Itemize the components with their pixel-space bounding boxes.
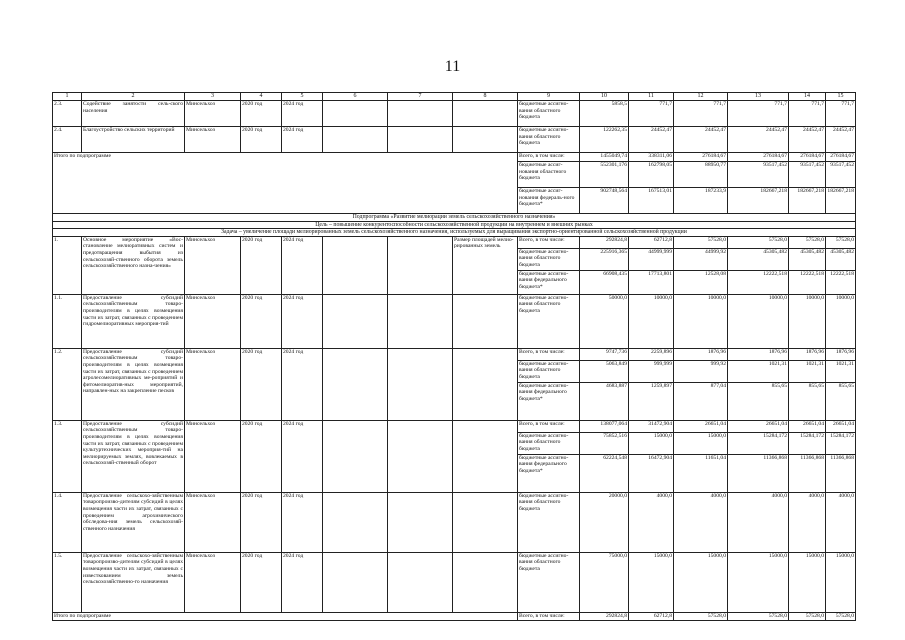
value-cell: 877,04 <box>674 382 728 420</box>
executor: Минсельхоз <box>185 420 241 492</box>
value-cell: 4000,0 <box>674 492 728 552</box>
value-cell: 62224,548 <box>580 454 629 492</box>
funding-source: Всего, в том числе: <box>518 348 580 360</box>
subtotal-row <box>53 153 856 162</box>
column-header: 3 <box>185 93 241 101</box>
value-cell: 15000,0 <box>674 432 728 454</box>
value-cell: 10000,0 <box>629 294 674 348</box>
funding-source: бюджетные ассигно-вания федерального бюджета* <box>518 454 580 492</box>
value-cell: 15000,0 <box>674 552 728 612</box>
table-cell <box>323 552 388 612</box>
indicator <box>453 294 518 348</box>
value-cell: 225916,365 <box>580 248 629 270</box>
row-number: 1.2. <box>53 348 82 420</box>
value-cell: 1021,31 <box>789 360 826 382</box>
end-year: 2024 год <box>282 101 323 127</box>
goal-banner: Цель – повышение конкурентоспособности сельскохозяйственной продукции на внутреннем и внешних рынках <box>53 221 856 229</box>
value-cell: 24452,47 <box>674 127 728 153</box>
value-cell: 552301,176 <box>580 162 629 188</box>
value-cell: 1876,96 <box>674 348 728 360</box>
value-cell: 771,7 <box>728 101 789 127</box>
value-cell: 12222,518 <box>826 270 856 294</box>
value-cell: 24452,47 <box>826 127 856 153</box>
start-year: 2020 год <box>241 101 282 127</box>
column-header: 7 <box>388 93 453 101</box>
value-cell: 1455049,74 <box>580 153 629 162</box>
indicator <box>453 420 518 492</box>
executor: Минсельхоз <box>185 236 241 294</box>
executor: Минсельхоз <box>185 101 241 127</box>
value-cell: 44999,92 <box>674 248 728 270</box>
value-cell: 276184,67 <box>826 153 856 162</box>
value-cell: 12222,518 <box>789 270 826 294</box>
funding-source: бюджетные ассигно-вания областного бюджета <box>518 432 580 454</box>
value-cell: 1021,31 <box>728 360 789 382</box>
value-cell: 167513,01 <box>629 188 674 214</box>
value-cell: 93517,452 <box>728 162 789 188</box>
start-year: 2020 год <box>241 294 282 348</box>
executor: Минсельхоз <box>185 552 241 612</box>
table-cell <box>388 101 453 127</box>
executor: Минсельхоз <box>185 127 241 153</box>
value-cell: 88950,77 <box>674 162 728 188</box>
value-cell: 855,65 <box>789 382 826 420</box>
row-number: 1.4. <box>53 492 82 552</box>
value-cell: 2259,896 <box>629 348 674 360</box>
banner-row <box>53 221 856 229</box>
end-year: 2024 год <box>282 236 323 294</box>
value-cell: 31472,904 <box>629 420 674 432</box>
funding-source: бюджетные ассигно-вания областного бюджета <box>518 101 580 127</box>
value-cell: 182667,218 <box>728 188 789 214</box>
value-cell: 122262,35 <box>580 127 629 153</box>
table-cell <box>323 492 388 552</box>
value-cell: 26651,04 <box>728 420 789 432</box>
column-header: 8 <box>453 93 518 101</box>
funding-source: бюджетные ассигно-вания областного бюджета <box>518 248 580 270</box>
value-cell: 45305,482 <box>728 248 789 270</box>
value-cell: 182667,218 <box>826 188 856 214</box>
indicator <box>453 348 518 420</box>
table-row <box>53 420 856 432</box>
value-cell: 855,65 <box>728 382 789 420</box>
start-year: 2020 год <box>241 348 282 420</box>
value-cell: 57528,0 <box>789 612 826 620</box>
end-year: 2024 год <box>282 294 323 348</box>
value-cell: 5063,849 <box>580 360 629 382</box>
value-cell: 57528,0 <box>674 612 728 620</box>
row-number: 2.4. <box>53 127 82 153</box>
table-cell <box>323 236 388 294</box>
executor: Минсельхоз <box>185 348 241 420</box>
value-cell: 771,7 <box>789 101 826 127</box>
value-cell: 26651,04 <box>826 420 856 432</box>
value-cell: 15284,172 <box>728 432 789 454</box>
value-cell: 10000,0 <box>728 294 789 348</box>
subtotal-label: Итого по подпрограмме <box>53 612 518 620</box>
table-row <box>53 348 856 360</box>
value-cell: 276184,67 <box>728 153 789 162</box>
executor: Минсельхоз <box>185 492 241 552</box>
value-cell: 4000,0 <box>629 492 674 552</box>
column-header: 2 <box>82 93 185 101</box>
measure-name: Предоставление сельскохо-зяйственным товаропроизво-дителям субсидий в целях возмещения части их затрат, связанных с известкованием земель сельскохозяйственно-го назначения <box>82 552 185 612</box>
value-cell: 276184,67 <box>674 153 728 162</box>
funding-source: Всего, в том числе: <box>518 153 580 162</box>
value-cell: 11366,868 <box>826 454 856 492</box>
end-year: 2024 год <box>282 420 323 492</box>
row-number: 1.5. <box>53 552 82 612</box>
value-cell: 5858,5 <box>580 101 629 127</box>
funding-source: бюджетные ассигно-вания федерального бюджета* <box>518 270 580 294</box>
value-cell: 50000,0 <box>580 294 629 348</box>
value-cell: 771,7 <box>629 101 674 127</box>
value-cell: 15000,0 <box>728 552 789 612</box>
table-cell <box>388 127 453 153</box>
value-cell: 17713,801 <box>629 270 674 294</box>
value-cell: 276184,67 <box>789 153 826 162</box>
value-cell: 26651,04 <box>789 420 826 432</box>
value-cell: 57528,0 <box>826 612 856 620</box>
funding-source: бюджетные ассигно-вания областного бюджета <box>518 360 580 382</box>
funding-source: бюджетные ассигно-вания областного бюджета <box>518 552 580 612</box>
value-cell: 9747,736 <box>580 348 629 360</box>
start-year: 2020 год <box>241 552 282 612</box>
value-cell: 162798,05 <box>629 162 674 188</box>
funding-source: бюджетные ассигно-вания областного бюджета <box>518 127 580 153</box>
value-cell: 138077,064 <box>580 420 629 432</box>
table-row <box>53 127 856 153</box>
value-cell: 57528,0 <box>789 236 826 248</box>
indicator: Размер площадей мелио-рированных земель <box>453 236 518 294</box>
value-cell: 10000,0 <box>789 294 826 348</box>
column-header: 10 <box>580 93 629 101</box>
value-cell: 15000,0 <box>629 432 674 454</box>
banner-row <box>53 229 856 237</box>
value-cell: 20000,0 <box>580 492 629 552</box>
row-number: 1.3. <box>53 420 82 492</box>
value-cell: 12528,08 <box>674 270 728 294</box>
measure-name: Благоустройство сельских территорий <box>82 127 185 153</box>
end-year: 2024 год <box>282 492 323 552</box>
page-number: 11 <box>444 58 461 75</box>
value-cell: 10000,0 <box>826 294 856 348</box>
column-header: 6 <box>323 93 388 101</box>
funding-source: Всего, в том числе: <box>518 420 580 432</box>
value-cell: 999,92 <box>674 360 728 382</box>
value-cell: 57528,0 <box>728 236 789 248</box>
value-cell: 338311,06 <box>629 153 674 162</box>
table-cell <box>323 294 388 348</box>
table-cell <box>388 552 453 612</box>
executor: Минсельхоз <box>185 294 241 348</box>
table-cell <box>388 492 453 552</box>
value-cell: 24452,47 <box>629 127 674 153</box>
value-cell: 11651,04 <box>674 454 728 492</box>
end-year: 2024 год <box>282 127 323 153</box>
value-cell: 902748,564 <box>580 188 629 214</box>
value-cell: 12222,518 <box>728 270 789 294</box>
value-cell: 292824,8 <box>580 236 629 248</box>
table-row <box>53 492 856 552</box>
table-cell <box>323 127 388 153</box>
measure-name: Предоставление субсидий сельскохозяйственным товаро-производителям в целях возмещения части их затрат, связанных с проведением агролесомелиоративных ме-роприятий и фитомелиоратив-ных мероприятий, направлен-ных на закрепление песков <box>82 348 185 420</box>
value-cell: 1876,96 <box>728 348 789 360</box>
value-cell: 75000,0 <box>580 552 629 612</box>
value-cell: 187233,9 <box>674 188 728 214</box>
table-cell <box>323 348 388 420</box>
value-cell: 66908,435 <box>580 270 629 294</box>
column-header: 4 <box>241 93 282 101</box>
header-row <box>53 93 856 101</box>
end-year: 2024 год <box>282 552 323 612</box>
column-header: 11 <box>629 93 674 101</box>
value-cell: 24452,47 <box>728 127 789 153</box>
value-cell: 10000,0 <box>674 294 728 348</box>
table-row <box>53 236 856 248</box>
value-cell: 999,999 <box>629 360 674 382</box>
value-cell: 45305,482 <box>789 248 826 270</box>
value-cell: 11366,868 <box>789 454 826 492</box>
value-cell: 1876,96 <box>789 348 826 360</box>
value-cell: 15000,0 <box>629 552 674 612</box>
value-cell: 4683,887 <box>580 382 629 420</box>
funding-source: бюджетные ассигно-вания областного бюджета <box>518 294 580 348</box>
measure-name: Основное мероприятие «Вос-становление мелиоративных систем и предотвращения выбытия из сельскохозяй-ственного оборота земель сельскохозяйственного назна-чения» <box>82 236 185 294</box>
end-year: 2024 год <box>282 348 323 420</box>
funding-source: Всего, в том числе: <box>518 612 580 620</box>
table-cell <box>323 101 388 127</box>
table-cell <box>388 236 453 294</box>
value-cell: 182667,218 <box>789 188 826 214</box>
column-header: 13 <box>728 93 789 101</box>
column-header: 1 <box>53 93 82 101</box>
value-cell: 62712,8 <box>629 236 674 248</box>
value-cell: 1259,897 <box>629 382 674 420</box>
value-cell: 75852,516 <box>580 432 629 454</box>
funding-source: Всего, в том числе: <box>518 236 580 248</box>
value-cell: 11366,868 <box>728 454 789 492</box>
table-row <box>53 294 856 348</box>
value-cell: 1021,31 <box>826 360 856 382</box>
value-cell: 4000,0 <box>728 492 789 552</box>
value-cell: 57528,0 <box>728 612 789 620</box>
value-cell: 855,65 <box>826 382 856 420</box>
value-cell: 15284,172 <box>826 432 856 454</box>
row-number: 1. <box>53 236 82 294</box>
value-cell: 4000,0 <box>826 492 856 552</box>
value-cell: 4000,0 <box>789 492 826 552</box>
start-year: 2020 год <box>241 492 282 552</box>
measure-name: Предоставление субсидий сельскохозяйственным товаро-производителям в целях возмещения части их затрат, связанных с проведением культуртехнических мероприя-тий на мелиорируемых землях, вовлекаемых в сельскохозяй-ственный оборот <box>82 420 185 492</box>
value-cell: 57528,0 <box>826 236 856 248</box>
value-cell: 26651,04 <box>674 420 728 432</box>
table-cell <box>323 420 388 492</box>
value-cell: 57528,0 <box>674 236 728 248</box>
start-year: 2020 год <box>241 420 282 492</box>
indicator <box>453 552 518 612</box>
column-header: 9 <box>518 93 580 101</box>
start-year: 2020 год <box>241 127 282 153</box>
row-number: 2.3. <box>53 101 82 127</box>
value-cell: 93517,452 <box>826 162 856 188</box>
value-cell: 45305,482 <box>826 248 856 270</box>
table-cell <box>388 348 453 420</box>
value-cell: 24452,47 <box>789 127 826 153</box>
table-row <box>53 101 856 127</box>
table-cell <box>388 420 453 492</box>
value-cell: 44999,999 <box>629 248 674 270</box>
banner-row <box>53 214 856 222</box>
value-cell: 93517,452 <box>789 162 826 188</box>
subtotal-label: Итого по подпрограмме <box>53 153 518 214</box>
measure-name: Предоставление субсидий сельскохозяйственным товаро-производителям в целях возмещения части их затрат, связанных с проведением гидромелиоративных мероприя-тий <box>82 294 185 348</box>
column-header: 15 <box>826 93 856 101</box>
column-header: 14 <box>789 93 826 101</box>
value-cell: 15000,0 <box>826 552 856 612</box>
indicator <box>453 492 518 552</box>
task-banner: Задача – увеличение площади мелиорированных земель сельскохозяйственного назначения, используемых для выращивания экспортно-ориентированной сельскохозяйственной продукции <box>53 229 856 237</box>
funding-source: бюджетные ассиг-нования областного бюджета <box>518 162 580 188</box>
value-cell: 15284,172 <box>789 432 826 454</box>
table-cell <box>388 294 453 348</box>
budget-table <box>52 92 856 621</box>
funding-source: бюджетные ассигно-вания областного бюджета <box>518 492 580 552</box>
measure-name: Содействие занятости сель-ского населения <box>82 101 185 127</box>
column-header: 12 <box>674 93 728 101</box>
funding-source: бюджетные ассигно-вания федерального бюджета* <box>518 382 580 420</box>
column-header: 5 <box>282 93 323 101</box>
table-cell <box>453 127 518 153</box>
value-cell: 771,7 <box>674 101 728 127</box>
value-cell: 1876,96 <box>826 348 856 360</box>
value-cell: 15000,0 <box>789 552 826 612</box>
subtotal-row <box>53 612 856 620</box>
table-row <box>53 552 856 612</box>
subprogram-title-banner: Подпрограмма «Развитие мелиорации земель сельскохозяйственного назначения» <box>53 214 856 222</box>
value-cell: 62712,8 <box>629 612 674 620</box>
funding-source: бюджетные ассиг-нования федераль-ного бюджета* <box>518 188 580 214</box>
value-cell: 771,7 <box>826 101 856 127</box>
measure-name: Предоставление сельскохо-зяйственным товаропроизво-дителям субсидий в целях возмещения части их затрат, связанных с проведением агрохимического обследова-ния земель сельскохозяй-ственного назначения <box>82 492 185 552</box>
row-number: 1.1. <box>53 294 82 348</box>
value-cell: 292824,8 <box>580 612 629 620</box>
start-year: 2020 год <box>241 236 282 294</box>
value-cell: 16472,904 <box>629 454 674 492</box>
table-cell <box>453 101 518 127</box>
